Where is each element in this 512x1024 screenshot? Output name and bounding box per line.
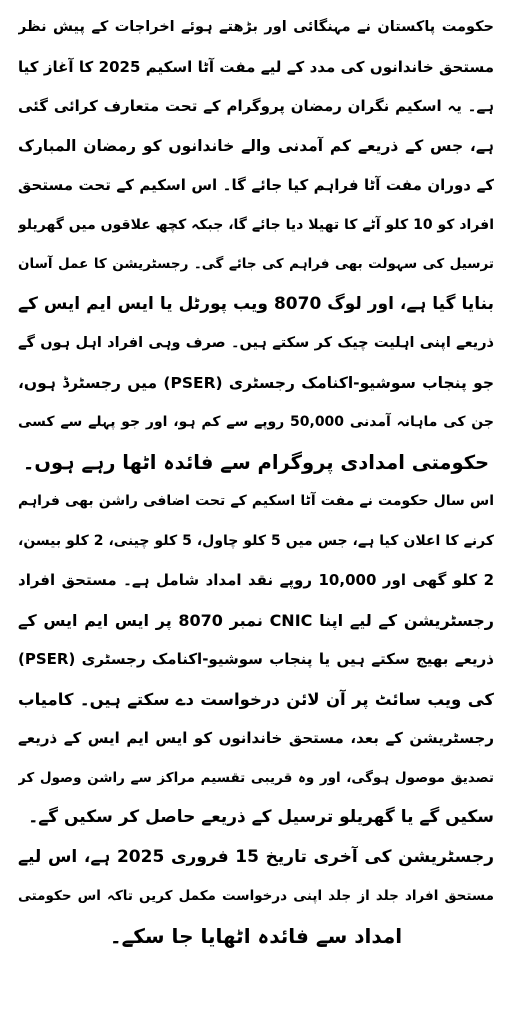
paragraph-1 — [18, 8, 494, 482]
text-line: 2 کلو گھی اور 10,000 روپے نقد امداد شامل ہے۔ مستحق افراد — [18, 571, 494, 589]
text-line: جو پنجاب سوشیو-اکنامک رجسٹری (PSER) میں رجسٹرڈ ہوں، — [18, 373, 494, 392]
text-line: ہے، جس کے ذریعے کم آمدنی والے خاندانوں کو رمضان المبارک — [18, 136, 494, 155]
paragraph-2 — [18, 482, 494, 838]
text-line: تصدیق موصول ہوگی، اور وہ قریبی تقسیم مراکز سے راشن وصول کر — [18, 769, 494, 786]
text-line: رجسٹریشن کی آخری تاریخ 15 فروری 2025 ہے، اس لیے — [18, 846, 494, 867]
text-line: ترسیل کی سہولت بھی فراہم کی جائے گی۔ رجسٹریشن کا عمل آسان — [18, 256, 494, 272]
text-line: بنایا گیا ہے، اور لوگ 8070 ویب پورٹل یا ایس ایم ایس کے — [18, 293, 494, 314]
text-line: جن کی ماہانہ آمدنی 50,000 روپے سے کم ہو، اور جو پہلے سے کسی — [18, 414, 494, 430]
text-line: امداد سے فائدہ اٹھایا جا سکے۔ — [109, 923, 403, 948]
text-line: حکومت پاکستان نے مہنگائی اور بڑھتے ہوئے اخراجات کے پیش نظر — [18, 19, 494, 35]
text-line: افراد کو 10 کلو آٹے کا تھیلا دیا جائے گا، جبکہ کچھ علاقوں میں گھریلو — [18, 216, 494, 233]
text-line: ذریعے اپنی اہلیت چیک کر سکتے ہیں۔ صرف وہی افراد اہل ہوں گے — [18, 335, 494, 351]
text-line: رجسٹریشن کے لیے اپنا CNIC نمبر 8070 پر ایس ایم ایس کے — [18, 610, 494, 630]
text-line: اس سال حکومت نے مفت آٹا اسکیم کے تحت اضافی راشن بھی فراہم — [18, 493, 494, 509]
text-line: کرنے کا اعلان کیا ہے، جس میں 5 کلو چاول، 5 کلو چینی، 2 کلو بیسن، — [18, 532, 494, 549]
text-line: ہے۔ یہ اسکیم نگران رمضان پروگرام کے تحت متعارف کرائی گئی — [18, 97, 494, 115]
text-line: کے دوران مفت آٹا فراہم کیا جائے گا۔ اس اسکیم کے تحت مستحق — [18, 176, 494, 194]
text-line: رجسٹریشن کے بعد، مستحق خاندانوں کو ایس ایم ایس کے ذریعے — [18, 729, 494, 747]
text-line: ذریعے بھیج سکتے ہیں یا پنجاب سوشیو-اکنامک رجسٹری (PSER) — [18, 650, 494, 668]
paragraph-3 — [18, 838, 494, 957]
text-line: حکومتی امدادی پروگرام سے فائدہ اٹھا رہے ہوں۔ — [22, 450, 490, 474]
text-line: کی ویب سائٹ پر آن لائن درخواست دے سکتے ہیں۔ کامیاب — [18, 689, 494, 709]
text-line: سکیں گے یا گھریلو ترسیل کے ذریعے حاصل کر سکیں گے۔ — [28, 807, 494, 827]
text-line: مستحق افراد جلد از جلد اپنی درخواست مکمل کریں تاکہ اس حکومتی — [18, 888, 494, 904]
text-line: مستحق خاندانوں کی مدد کے لیے مفت آٹا اسکیم 2025 کا آغاز کیا — [18, 57, 494, 76]
